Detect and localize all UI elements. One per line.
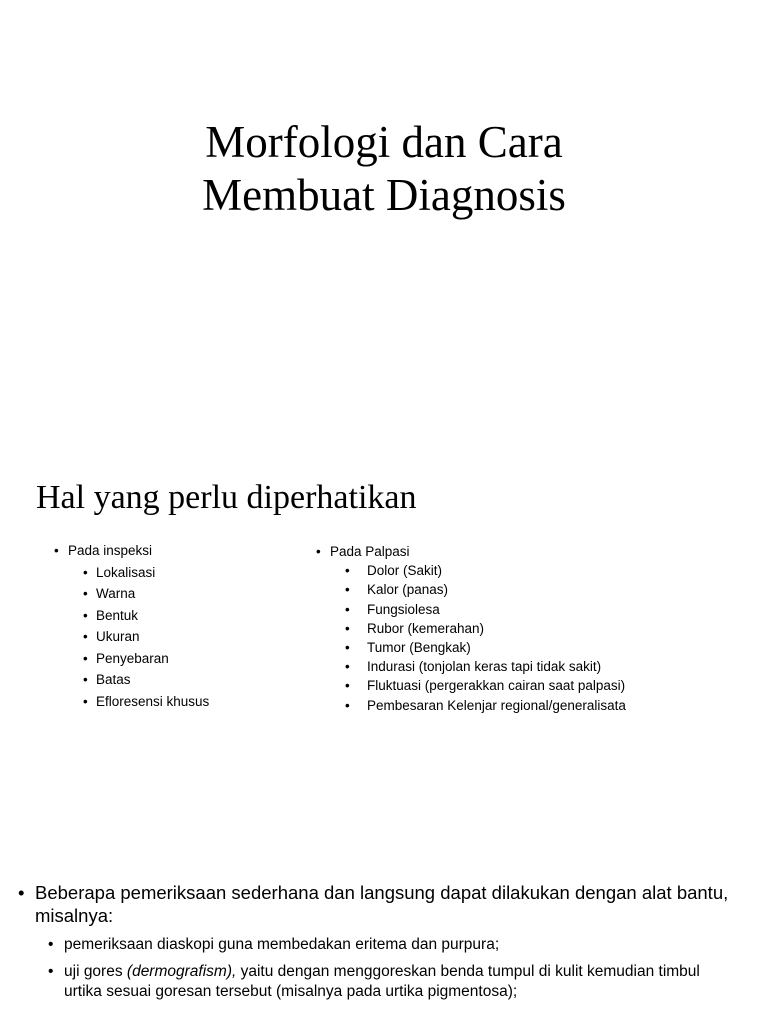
inspeksi-sublist: [54, 562, 209, 713]
list-item: [48, 962, 738, 1003]
section-heading: Hal yang perlu diperhatikan: [36, 479, 417, 516]
list-item: • Penyebaran: [83, 648, 209, 670]
palpasi-list: [316, 542, 626, 715]
slide-title-line-2: Membuat Diagnosis: [202, 170, 566, 220]
inspeksi-list: [54, 540, 209, 712]
list-item: • Warna: [83, 583, 209, 605]
dermografism-term: (dermografism),: [126, 962, 237, 980]
list-item: • Dolor (Sakit): [345, 561, 626, 580]
list-item: • Bentuk: [83, 605, 209, 627]
pemeriksaan-intro: • Beberapa pemeriksaan sederhana dan langsung dapat dilakukan dengan alat bantu, misalnya:: [18, 881, 738, 927]
list-item: • Fungsiolesa: [345, 600, 626, 619]
list-item: • Kalor (panas): [345, 580, 626, 599]
slide-title: [0, 116, 768, 222]
list-item: • Indurasi (tonjolan keras tapi tidak sakit): [345, 657, 626, 676]
list-item: • pemeriksaan diaskopi guna membedakan eritema dan purpura;: [48, 935, 738, 956]
list-item: • Rubor (kemerahan): [345, 619, 626, 638]
pemeriksaan-sublist: [18, 935, 738, 1003]
slide-title-line-1: Morfologi dan Cara: [205, 117, 563, 167]
list-item: • Lokalisasi: [83, 562, 209, 584]
palpasi-sublist: [316, 561, 626, 715]
palpasi-label: • Pada Palpasi: [316, 542, 626, 561]
list-item: • Fluktuasi (pergerakkan cairan saat palpasi): [345, 676, 626, 695]
list-item: • Batas: [83, 669, 209, 691]
list-item: • Pembesaran Kelenjar regional/generalisata: [345, 696, 626, 715]
inspeksi-label: • Pada inspeksi: [54, 540, 209, 562]
list-item: • Ukuran: [83, 626, 209, 648]
uji-gores-description: yaitu dengan menggoreskan benda tumpul di kulit kemudian timbul urtika sesuai goresan tersebut (misalnya pada urtika pigmentosa);: [64, 962, 700, 1000]
pemeriksaan-section: [18, 881, 738, 1009]
uji-gores-prefix: uji gores: [64, 962, 127, 980]
list-item: • Tumor (Bengkak): [345, 638, 626, 657]
list-item: • Efloresensi khusus: [83, 691, 209, 713]
